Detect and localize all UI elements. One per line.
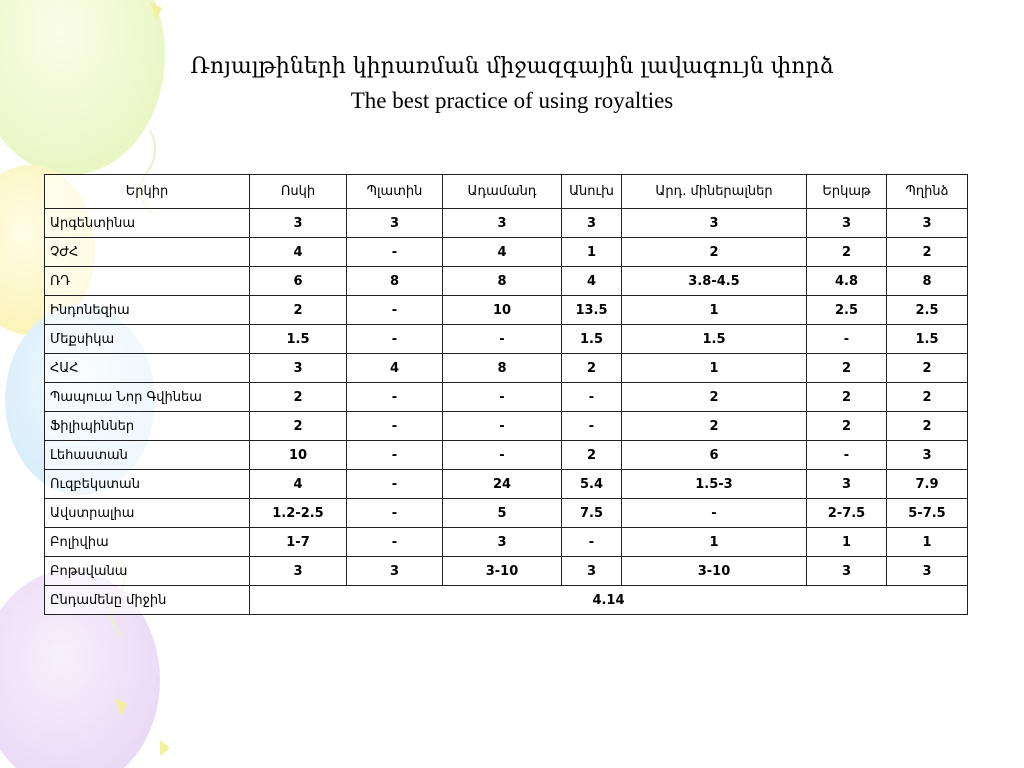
rate-cell: 1.5 bbox=[562, 325, 622, 354]
table-header-row bbox=[45, 175, 968, 209]
rate-cell: 2 bbox=[622, 383, 807, 412]
rate-cell: - bbox=[562, 528, 622, 557]
rate-cell: - bbox=[347, 528, 443, 557]
table-footer-row bbox=[45, 586, 968, 615]
table-row bbox=[45, 354, 968, 383]
rate-cell: 3 bbox=[250, 557, 347, 586]
slide-title bbox=[0, 50, 1024, 118]
column-header: Պլատին bbox=[347, 175, 443, 209]
table-row bbox=[45, 528, 968, 557]
rate-cell: - bbox=[443, 412, 562, 441]
country-cell: ՀԱՀ bbox=[45, 354, 250, 383]
rate-cell: 2 bbox=[622, 412, 807, 441]
rate-cell: 3 bbox=[562, 209, 622, 238]
rate-cell: 2 bbox=[807, 383, 887, 412]
rate-cell: 3 bbox=[622, 209, 807, 238]
rate-cell: 3 bbox=[443, 528, 562, 557]
rate-cell: 8 bbox=[443, 354, 562, 383]
rate-cell: 2 bbox=[562, 354, 622, 383]
rate-cell: 2 bbox=[887, 383, 968, 412]
table-row bbox=[45, 267, 968, 296]
country-cell: Բոլիվիա bbox=[45, 528, 250, 557]
rate-cell: 2 bbox=[250, 412, 347, 441]
table-row bbox=[45, 238, 968, 267]
table-row bbox=[45, 325, 968, 354]
rate-cell: 6 bbox=[250, 267, 347, 296]
column-header: Պղինձ bbox=[887, 175, 968, 209]
country-cell: Արգենտինա bbox=[45, 209, 250, 238]
rate-cell: - bbox=[347, 383, 443, 412]
rate-cell: 4 bbox=[250, 470, 347, 499]
rate-cell: 5 bbox=[443, 499, 562, 528]
rate-cell: 3 bbox=[250, 354, 347, 383]
rate-cell: 3 bbox=[347, 209, 443, 238]
country-cell: ՌԴ bbox=[45, 267, 250, 296]
rate-cell: 4 bbox=[562, 267, 622, 296]
rate-cell: 1.5-3 bbox=[622, 470, 807, 499]
table-row bbox=[45, 383, 968, 412]
column-header: Ոսկի bbox=[250, 175, 347, 209]
country-cell: ՉԺՀ bbox=[45, 238, 250, 267]
rate-cell: 2 bbox=[887, 238, 968, 267]
rate-cell: 2-7.5 bbox=[807, 499, 887, 528]
rate-cell: - bbox=[347, 296, 443, 325]
column-header: Երկիր bbox=[45, 175, 250, 209]
rate-cell: 3 bbox=[250, 209, 347, 238]
rate-cell: 2 bbox=[250, 296, 347, 325]
rate-cell: 4.8 bbox=[807, 267, 887, 296]
rate-cell: - bbox=[443, 325, 562, 354]
rate-cell: - bbox=[443, 441, 562, 470]
rate-cell: 5-7.5 bbox=[887, 499, 968, 528]
rate-cell: 2 bbox=[622, 238, 807, 267]
rate-cell: 2 bbox=[562, 441, 622, 470]
title-armenian: Ռոյալթիների կիրառման միջազգային լավագույն փորձ bbox=[190, 54, 834, 79]
country-cell: Բոթսվանա bbox=[45, 557, 250, 586]
rate-cell: - bbox=[347, 441, 443, 470]
column-header: Երկաթ bbox=[807, 175, 887, 209]
rate-cell: 3 bbox=[887, 209, 968, 238]
rate-cell: 2.5 bbox=[887, 296, 968, 325]
rate-cell: - bbox=[807, 325, 887, 354]
rate-cell: 4 bbox=[250, 238, 347, 267]
rate-cell: 3.8-4.5 bbox=[622, 267, 807, 296]
rate-cell: - bbox=[347, 470, 443, 499]
rate-cell: 5.4 bbox=[562, 470, 622, 499]
rate-cell: 3 bbox=[807, 557, 887, 586]
rate-cell: 6 bbox=[622, 441, 807, 470]
title-english: The best practice of using royalties bbox=[350, 88, 674, 113]
column-header: Ադամանդ bbox=[443, 175, 562, 209]
table-row bbox=[45, 296, 968, 325]
rate-cell: 3 bbox=[562, 557, 622, 586]
rate-cell: 4 bbox=[443, 238, 562, 267]
rate-cell: 13.5 bbox=[562, 296, 622, 325]
country-cell: Ինդոնեզիա bbox=[45, 296, 250, 325]
rate-cell: - bbox=[347, 412, 443, 441]
rate-cell: 2 bbox=[250, 383, 347, 412]
country-cell: Լեհաստան bbox=[45, 441, 250, 470]
country-cell: Ֆիլիպիններ bbox=[45, 412, 250, 441]
rate-cell: - bbox=[347, 325, 443, 354]
rate-cell: 2 bbox=[807, 412, 887, 441]
table-row bbox=[45, 557, 968, 586]
rate-cell: 2 bbox=[807, 354, 887, 383]
rate-cell: 1 bbox=[622, 354, 807, 383]
rate-cell: 4 bbox=[347, 354, 443, 383]
rate-cell: 3 bbox=[347, 557, 443, 586]
rate-cell: - bbox=[347, 499, 443, 528]
rate-cell: 1 bbox=[622, 296, 807, 325]
rate-cell: 1.5 bbox=[250, 325, 347, 354]
rate-cell: 3 bbox=[807, 209, 887, 238]
rate-cell: 8 bbox=[347, 267, 443, 296]
rate-cell: 1 bbox=[807, 528, 887, 557]
country-cell: Պապուա Նոր Գվինեա bbox=[45, 383, 250, 412]
rate-cell: 2 bbox=[887, 412, 968, 441]
footer-average-value: 4.14 bbox=[250, 586, 968, 615]
rate-cell: 3 bbox=[887, 557, 968, 586]
rate-cell: 24 bbox=[443, 470, 562, 499]
rate-cell: 10 bbox=[250, 441, 347, 470]
rate-cell: 3 bbox=[807, 470, 887, 499]
table-row bbox=[45, 499, 968, 528]
rate-cell: 8 bbox=[887, 267, 968, 296]
country-cell: Մեքսիկա bbox=[45, 325, 250, 354]
country-cell: Ուզբեկստան bbox=[45, 470, 250, 499]
rate-cell: 3 bbox=[443, 209, 562, 238]
table-body bbox=[45, 209, 968, 586]
rate-cell: 1 bbox=[622, 528, 807, 557]
rate-cell: 7.9 bbox=[887, 470, 968, 499]
rate-cell: - bbox=[347, 238, 443, 267]
rate-cell: 1.5 bbox=[622, 325, 807, 354]
column-header: Անուխ bbox=[562, 175, 622, 209]
rate-cell: 3-10 bbox=[443, 557, 562, 586]
rate-cell: 1.5 bbox=[887, 325, 968, 354]
rate-cell: 10 bbox=[443, 296, 562, 325]
rate-cell: 3-10 bbox=[622, 557, 807, 586]
rate-cell: - bbox=[807, 441, 887, 470]
table-row bbox=[45, 209, 968, 238]
rate-cell: - bbox=[562, 412, 622, 441]
table-row bbox=[45, 412, 968, 441]
column-header: Արդ. միներալներ bbox=[622, 175, 807, 209]
rate-cell: 7.5 bbox=[562, 499, 622, 528]
country-cell: Ավստրալիա bbox=[45, 499, 250, 528]
rate-cell: 2.5 bbox=[807, 296, 887, 325]
rate-cell: 2 bbox=[807, 238, 887, 267]
rate-cell: 1 bbox=[887, 528, 968, 557]
rate-cell: 1.2-2.5 bbox=[250, 499, 347, 528]
table-row bbox=[45, 441, 968, 470]
royalty-rates-table bbox=[44, 174, 968, 615]
footer-label: Ընդամենը միջին bbox=[45, 586, 250, 615]
table-row bbox=[45, 470, 968, 499]
rate-cell: 1 bbox=[562, 238, 622, 267]
rate-cell: - bbox=[443, 383, 562, 412]
rate-cell: 1-7 bbox=[250, 528, 347, 557]
rate-cell: 3 bbox=[887, 441, 968, 470]
rate-cell: - bbox=[562, 383, 622, 412]
rate-cell: 2 bbox=[887, 354, 968, 383]
rate-cell: 8 bbox=[443, 267, 562, 296]
rate-cell: - bbox=[622, 499, 807, 528]
